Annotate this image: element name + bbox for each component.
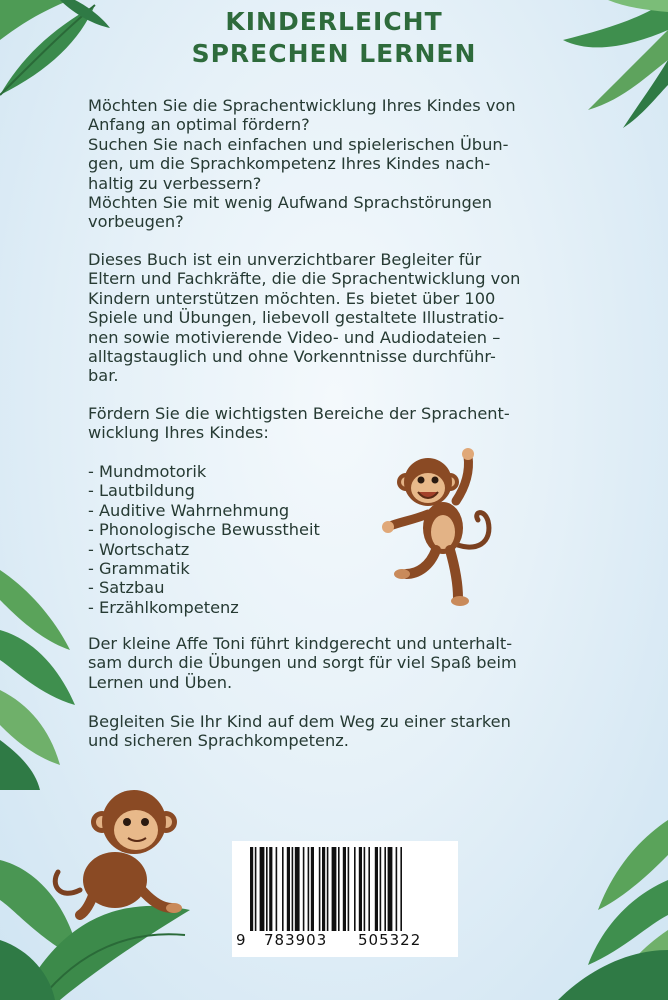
barcode-bar <box>311 847 314 931</box>
barcode-digit-first: 9 <box>236 931 246 949</box>
areas-intro-paragraph <box>88 404 534 443</box>
barcode-bar <box>303 847 305 931</box>
text-line: nen sowie motivierende Video- und Audiodateien – <box>88 327 501 347</box>
text-line: gen, um die Sprachkompetenz Ihres Kindes nach- <box>88 154 491 174</box>
description-paragraph <box>88 250 534 386</box>
barcode-bar <box>400 847 402 931</box>
text-line: Lernen und Üben. <box>88 672 233 692</box>
barcode-bar <box>295 847 300 931</box>
text-line: Eltern und Fachkräfte, die die Sprachentwicklung von <box>88 269 521 289</box>
isbn-barcode <box>232 841 458 957</box>
text-line: Suchen Sie nach einfachen und spielerischen Übun- <box>88 134 509 154</box>
intro-paragraph <box>88 96 534 232</box>
list-item: - Grammatik <box>88 559 190 579</box>
barcode-bar <box>380 847 382 931</box>
text-line: Fördern Sie die wichtigsten Bereiche der Sprachent- <box>88 404 510 423</box>
barcode-bar <box>319 847 321 931</box>
text-line: Der kleine Affe Toni führt kindgerecht und unterhalt- <box>88 634 513 653</box>
barcode-bar <box>282 847 284 931</box>
barcode-bar <box>266 847 268 931</box>
text-line: Kindern unterstützen möchten. Es bietet über 100 <box>88 288 496 308</box>
barcode-bar <box>348 847 350 931</box>
text-line: alltagstauglich und ohne Vorkenntnisse durchführ- <box>88 347 496 367</box>
list-item: - Auditive Wahrnehmung <box>88 500 290 520</box>
barcode-bar <box>368 847 370 931</box>
list-item: - Erzählkompetenz <box>88 597 239 617</box>
barcode-bar <box>332 847 337 931</box>
toni-paragraph <box>88 634 534 692</box>
barcode-digits-right: 505322 <box>358 931 422 949</box>
barcode-bar <box>269 847 272 931</box>
barcode-bar <box>260 847 265 931</box>
barcode-bar <box>308 847 310 931</box>
barcode-bar <box>359 847 362 931</box>
barcode-digits <box>232 931 458 953</box>
text-line: Begleiten Sie Ihr Kind auf dem Weg zu einer starken <box>88 712 511 731</box>
dancing-monkey-icon <box>378 446 508 606</box>
text-line: haltig zu verbessern? <box>88 173 262 193</box>
list-item: - Satzbau <box>88 578 165 598</box>
barcode-bar <box>250 847 253 931</box>
barcode-bar <box>364 847 366 931</box>
text-line: wicklung Ihres Kindes: <box>88 423 269 443</box>
barcode-bar <box>276 847 278 931</box>
list-item: - Mundmotorik <box>88 462 207 481</box>
text-line: Dieses Buch ist ein unverzichtbarer Begleiter für <box>88 250 482 269</box>
barcode-bar <box>354 847 356 931</box>
closing-paragraph <box>88 712 534 751</box>
text-line: bar. <box>88 366 119 386</box>
barcode-bar <box>292 847 294 931</box>
sitting-monkey-icon <box>40 780 190 920</box>
barcode-digits-left: 783903 <box>264 931 328 949</box>
text-line: sam durch die Übungen und sorgt für viel Spaß beim <box>88 653 517 673</box>
barcode-bar <box>343 847 346 931</box>
title-line-2: SPRECHEN LERNEN <box>191 39 477 68</box>
text-line: und sicheren Sprachkompetenz. <box>88 731 349 751</box>
barcode-bar <box>287 847 290 931</box>
list-item: - Lautbildung <box>88 481 195 501</box>
text-line: Spiele und Übungen, liebevoll gestaltete Illustratio- <box>88 308 505 328</box>
list-item: - Phonologische Bewusstheit <box>88 520 320 540</box>
text-line: Möchten Sie mit wenig Aufwand Sprachstörungen <box>88 193 492 213</box>
barcode-bars <box>250 847 446 933</box>
barcode-bar <box>327 847 329 931</box>
title-line-1: KINDERLEICHT <box>225 7 443 36</box>
barcode-bar <box>322 847 325 931</box>
text-line: Möchten Sie die Sprachentwicklung Ihres Kindes von <box>88 96 516 115</box>
leaf-left-middle-icon <box>0 570 80 790</box>
barcode-bar <box>388 847 393 931</box>
barcode-bar <box>396 847 398 931</box>
leaf-bottom-right-icon <box>528 800 668 1000</box>
barcode-bar <box>255 847 257 931</box>
text-line: vorbeugen? <box>88 212 184 232</box>
barcode-bar <box>338 847 340 931</box>
text-line: Anfang an optimal fördern? <box>88 115 310 135</box>
barcode-bar <box>375 847 378 931</box>
barcode-bar <box>384 847 386 931</box>
list-item: - Wortschatz <box>88 539 190 559</box>
